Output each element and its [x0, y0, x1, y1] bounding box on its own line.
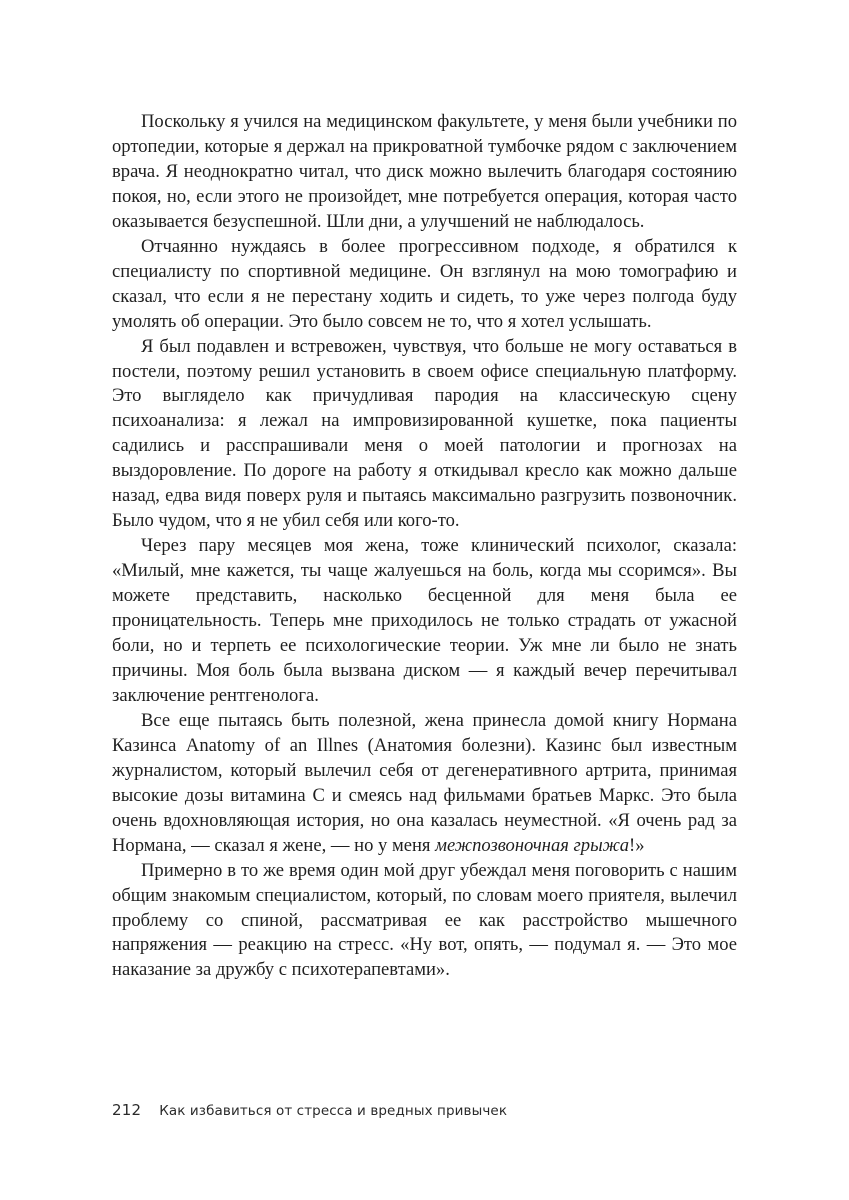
paragraph-3: Я был подавлен и встревожен, чувствуя, что больше не могу оставаться в постели, поэтому решил установить в своем офисе специальную платформу. Это выглядело как причудливая пародия на классическую сцену психоанализа: я лежал на импровизированной кушетке, пока пациенты садились и расспрашивали меня о моей патологии и прогнозах на выздоровление. По дороге на работу я откидывал кресло как можно дальше назад, едва видя поверх руля и пытаясь максимально разгрузить позвоночник. Было чудом, что я не убил себя или кого-то. — [112, 335, 737, 532]
paragraph-5-text: Все еще пытаясь быть полезной, жена принесла домой книгу Нормана Казинса Anatomy of an Illnes (Анатомия болезни). Казинс был известным журналистом, который вылечил себя от дегенеративного артрита, принимая высокие дозы витамина С и смеясь над фильмами братьев Маркс. Это была очень вдохновляющая история, но она казалась неуместной. «Я очень рад за Нормана, — сказал я жене, — но у меня — [112, 709, 737, 856]
page-number: 212 — [112, 1101, 142, 1119]
paragraph-2: Отчаянно нуждаясь в более прогрессивном подходе, я обратился к специалисту по спортивной медицине. Он взглянул на мою томографию и сказал, что если я не перестану ходить и сидеть, то уже через полгода буду умолять об операции. Это было совсем не то, что я хотел услышать. — [112, 235, 737, 332]
paragraph-5 — [112, 709, 737, 859]
running-title: Как избавиться от стресса и вредных привычек — [159, 1103, 508, 1119]
paragraph-6: Примерно в то же время один мой друг убеждал меня поговорить с нашим общим знакомым специалистом, который, по словам моего приятеля, вылечил проблему со спиной, рассматривая ее как расстройство мышечного напряжения — реакцию на стресс. «Ну вот, опять, — подумал я. — Это мое наказание за дружбу с психотерапевтами». — [112, 859, 737, 981]
italic-phrase: межпозвоночная грыжа — [435, 834, 630, 856]
page-footer — [112, 1100, 507, 1119]
body-text — [112, 110, 737, 983]
paragraph-4: Через пару месяцев моя жена, тоже клинический психолог, сказала: «Милый, мне кажется, ты чаще жалуешься на боль, когда мы ссоримся». Вы можете представить, насколько бесценной для меня была ее проницательность. Теперь мне приходилось не только страдать от ужасной боли, но и терпеть ее психологические теории. Уж мне ли было не знать причины. Моя боль была вызвана диском — я каждый вечер перечитывал заключение рентгенолога. — [112, 535, 737, 706]
paragraph-1: Поскольку я учился на медицинском факультете, у меня были учебники по ортопедии, которые я держал на прикроватной тумбочке рядом с заключением врача. Я неоднократно читал, что диск можно вылечить благодаря состоянию покоя, но, если этого не произойдет, мне потребуется операция, которая часто оказывается безуспешной. Шли дни, а улучшений не наблюдалось. — [112, 111, 737, 232]
quote-tail: !» — [629, 834, 645, 856]
